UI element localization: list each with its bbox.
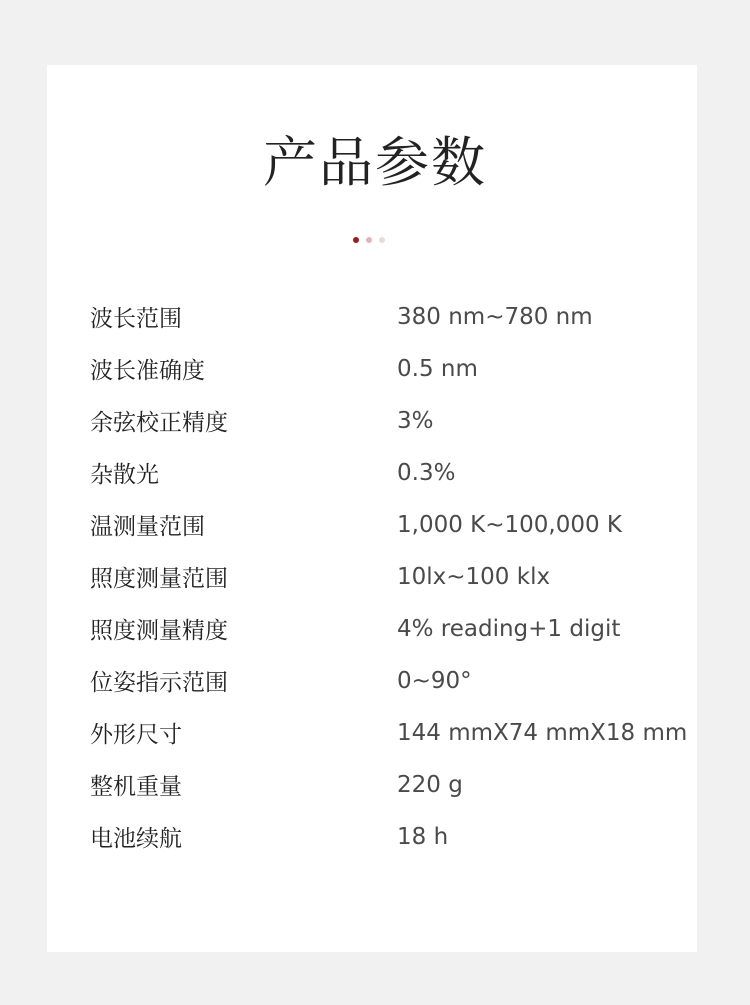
- spec-row: [0, 552, 750, 604]
- spec-row: [0, 344, 750, 396]
- spec-value: 0.3%: [397, 460, 456, 486]
- spec-value: 0.5 nm: [397, 356, 478, 382]
- spec-value: 220 g: [397, 772, 463, 798]
- spec-table: [0, 292, 750, 864]
- spec-row: [0, 396, 750, 448]
- spec-row: [0, 656, 750, 708]
- spec-row: [0, 760, 750, 812]
- spec-value: 4% reading+1 digit: [397, 616, 621, 642]
- spec-label: 照度测量范围: [90, 566, 228, 592]
- spec-value: 3%: [397, 408, 434, 434]
- spec-value: 10lx~100 klx: [397, 564, 551, 590]
- spec-value: 144 mmX74 mmX18 mm: [397, 720, 688, 746]
- spec-row: [0, 604, 750, 656]
- page-indicator: [353, 237, 385, 243]
- spec-label: 电池续航: [90, 826, 182, 852]
- spec-row: [0, 812, 750, 864]
- indicator-dot: [366, 237, 372, 243]
- spec-label: 杂散光: [90, 462, 159, 488]
- spec-row: [0, 708, 750, 760]
- spec-label: 整机重量: [90, 774, 182, 800]
- spec-label: 波长准确度: [90, 358, 205, 384]
- spec-value: 18 h: [397, 824, 449, 850]
- spec-row: [0, 292, 750, 344]
- spec-label: 位姿指示范围: [90, 670, 228, 696]
- indicator-dot: [353, 237, 359, 243]
- spec-label: 余弦校正精度: [90, 410, 228, 436]
- page-title: 产品参数: [263, 131, 487, 194]
- spec-label: 温测量范围: [90, 514, 205, 540]
- spec-label: 波长范围: [90, 306, 182, 332]
- spec-value: 1,000 K~100,000 K: [397, 512, 623, 538]
- spec-label: 外形尺寸: [90, 722, 182, 748]
- spec-value: 380 nm~780 nm: [397, 304, 593, 330]
- indicator-dot: [379, 237, 385, 243]
- spec-row: [0, 448, 750, 500]
- spec-label: 照度测量精度: [90, 618, 228, 644]
- spec-value: 0~90°: [397, 668, 472, 694]
- spec-row: [0, 500, 750, 552]
